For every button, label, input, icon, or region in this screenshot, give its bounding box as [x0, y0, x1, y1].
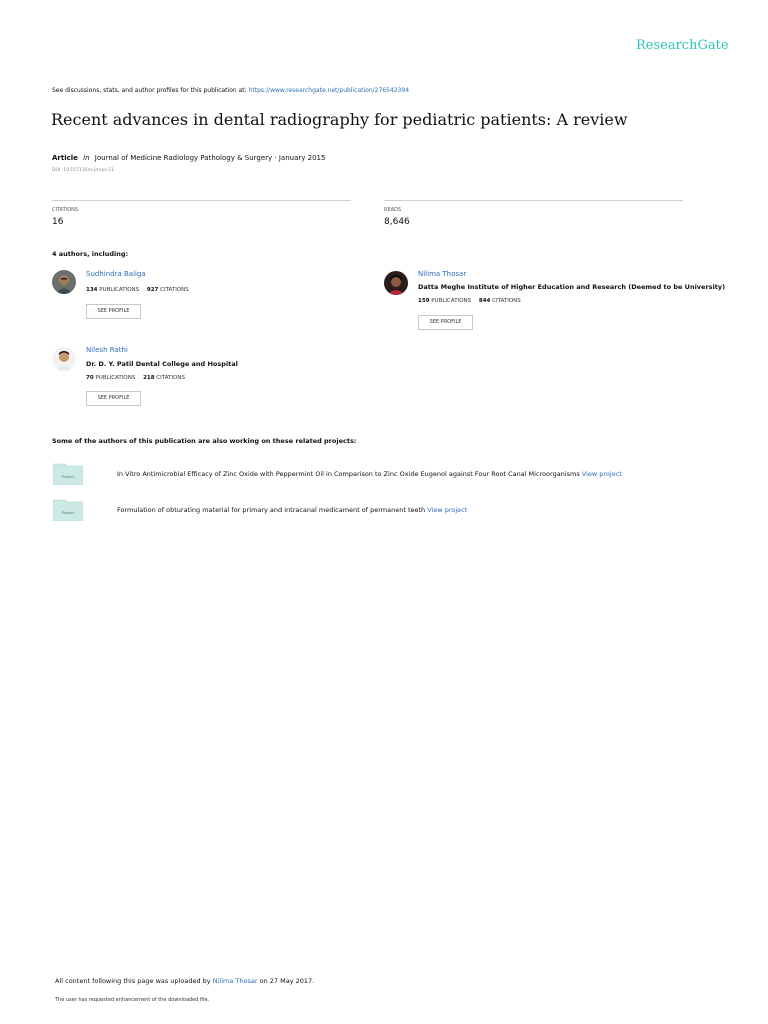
citations-label: CITATIONS	[52, 207, 79, 213]
citations-divider	[52, 200, 351, 201]
publication-url-link[interactable]: https://www.researchgate.net/publication/276542394	[248, 87, 410, 94]
project-title: In Vitro Antimicrobial Efficacy of Zinc Oxide with Peppermint Oil in Comparison to Zinc Oxide Eugenol against Four Root Canal Microorganisms	[117, 470, 580, 478]
project-icon-label: Project	[61, 511, 75, 515]
author-institution: Dr. D. Y. Patil Dental College and Hospital	[86, 360, 238, 368]
enhancement-note: The user has requested enhancement of the downloaded file.	[55, 997, 210, 1003]
citations-label: CITATIONS	[492, 298, 521, 304]
in-word: in	[83, 154, 90, 162]
avatar[interactable]	[52, 347, 76, 371]
publication-title: Recent advances in dental radiography for pediatric patients: A review	[51, 110, 628, 129]
view-project-link[interactable]: View project	[427, 506, 468, 514]
author-card-sudhindra-baliga	[52, 270, 352, 325]
view-project-link[interactable]: View project	[581, 470, 622, 478]
project-folder-icon[interactable]	[53, 463, 83, 485]
author-name[interactable]: Nilesh Rathi	[86, 346, 128, 354]
citations-count: 927	[146, 287, 159, 293]
citations-value: 16	[52, 217, 64, 227]
uploaded-by-line	[55, 977, 314, 985]
author-institution: Datta Meghe Institute of Higher Education and Research (Deemed to be University)	[418, 283, 726, 291]
reads-label: READS	[384, 207, 402, 213]
author-name[interactable]: Sudhindra Baliga	[86, 270, 146, 278]
project-icon-label: Project	[61, 475, 75, 479]
project-title: Formulation of obturating material for primary and intracanal medicament of permanent teeth	[117, 506, 426, 514]
publication-meta	[52, 154, 325, 162]
see-profile-button[interactable]: SEE PROFILE	[418, 315, 473, 330]
publications-label: PUBLICATIONS	[99, 287, 140, 293]
citations-label: CITATIONS	[156, 375, 185, 381]
project-description	[117, 506, 467, 514]
researchgate-logo[interactable]: ResearchGate	[636, 38, 729, 53]
authors-heading: 4 authors, including:	[52, 250, 129, 258]
uploaded-suffix: on 27 May 2017.	[259, 977, 315, 985]
author-card-nilima-thosar	[384, 270, 724, 332]
publications-count: 70	[86, 375, 94, 381]
discussion-line	[52, 87, 409, 94]
see-profile-button[interactable]: SEE PROFILE	[86, 304, 141, 319]
publication-doi: DOI: 10.15713/ins.jmrps.11	[52, 168, 114, 173]
project-description	[117, 470, 622, 478]
citations-label: CITATIONS	[160, 287, 189, 293]
publications-label: PUBLICATIONS	[431, 298, 472, 304]
author-stats	[418, 298, 527, 304]
uploader-link[interactable]: Nilima Thosar	[212, 977, 258, 985]
project-item	[53, 499, 733, 523]
avatar[interactable]	[52, 270, 76, 294]
author-card-nilesh-rathi	[52, 346, 352, 408]
project-item	[53, 463, 733, 487]
projects-heading: Some of the authors of this publication are also working on these related projects:	[52, 437, 357, 445]
project-folder-icon[interactable]	[53, 499, 83, 521]
publication-venue: Journal of Medicine Radiology Pathology & Surgery · January 2015	[94, 154, 326, 162]
citations-count: 218	[143, 375, 155, 381]
avatar[interactable]	[384, 271, 408, 295]
see-profile-button[interactable]: SEE PROFILE	[86, 391, 141, 406]
uploaded-prefix: All content following this page was uploaded by	[55, 977, 211, 985]
author-stats	[86, 375, 191, 381]
reads-value: 8,646	[384, 217, 410, 227]
publications-count: 134	[86, 287, 98, 293]
discussion-prefix: See discussions, stats, and author profiles for this publication at:	[52, 87, 247, 94]
citations-count: 844	[478, 298, 491, 304]
publications-count: 159	[418, 298, 430, 304]
author-stats	[86, 287, 195, 293]
author-name[interactable]: Nilima Thosar	[418, 270, 467, 278]
publication-type: Article	[52, 154, 78, 162]
publications-label: PUBLICATIONS	[95, 375, 136, 381]
reads-divider	[384, 200, 683, 201]
